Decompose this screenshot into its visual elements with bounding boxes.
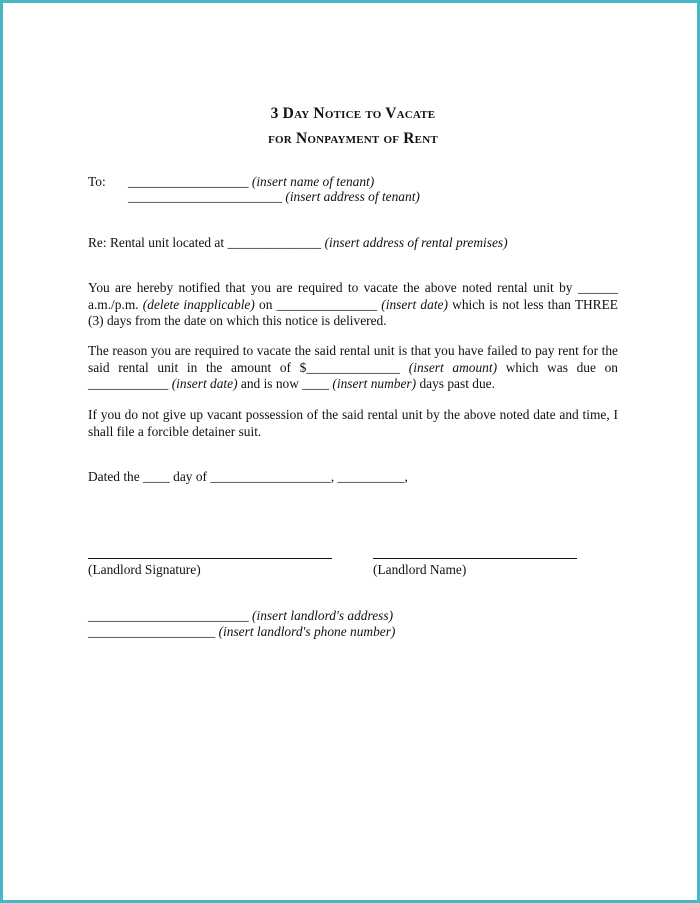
paragraph-vacate-notice <box>88 280 618 330</box>
landlord-name-label: (Landlord Name) <box>373 562 467 577</box>
tenant-name-blank: __________________ <box>128 174 249 189</box>
p1-hint-a: (delete inapplicable) <box>142 296 255 312</box>
p1-hint-b: (insert date) <box>381 296 448 312</box>
to-label: To: <box>88 174 106 189</box>
p2-text-b: which was due on ____________ <box>88 359 618 391</box>
p2-text-a: The reason you are required to vacate the said rental unit is that you have failed to pay rent for the said rental unit in the amount of $______________ <box>88 343 618 375</box>
landlord-name-line <box>373 558 577 559</box>
landlord-address-hint: (insert landlord's address) <box>252 608 394 623</box>
p2-hint-c: (insert number) <box>332 376 417 391</box>
tenant-name-hint: (insert name of tenant) <box>251 174 375 189</box>
re-prefix: Re: Rental unit located at <box>88 235 225 250</box>
re-line <box>88 235 508 251</box>
tenant-address-hint: (insert address of tenant) <box>285 189 420 204</box>
landlord-address-blank: ________________________ <box>88 608 249 623</box>
re-blank: ______________ <box>227 235 322 250</box>
p2-text-c: and is now ____ <box>240 376 330 391</box>
landlord-address-line <box>88 608 393 624</box>
landlord-signature-label: (Landlord Signature) <box>88 562 201 577</box>
tenant-name-line <box>128 174 374 190</box>
title-line-2: for Nonpayment of Rent <box>268 130 438 147</box>
title-line-1: 3 Day Notice to Vacate <box>270 105 436 122</box>
landlord-phone-line <box>88 624 395 640</box>
landlord-phone-blank: ___________________ <box>88 624 216 639</box>
paragraph-reason <box>88 343 618 393</box>
tenant-address-blank: _______________________ <box>128 189 282 204</box>
re-hint: (insert address of rental premises) <box>324 235 508 250</box>
landlord-signature-line <box>88 558 332 559</box>
tenant-address-line <box>128 189 420 205</box>
paragraph-detainer: If you do not give up vacant possession of the said rental unit by the above noted date and time, I shall file a forcible detainer suit. <box>88 407 618 439</box>
p1-text-c: which is not less than THREE (3) days from the date on which this notice is delivered. <box>88 296 618 328</box>
dated-line: Dated the ____ day of __________________, __________, <box>88 469 408 484</box>
p1-text-a: You are hereby notified that you are required to vacate the above noted rental unit by ______ a.m./p.m. <box>88 280 618 312</box>
p1-text-b: on _______________ <box>259 296 378 312</box>
p2-text-d: days past due. <box>419 376 495 391</box>
p2-hint-b: (insert date) <box>171 376 238 391</box>
p2-hint-a: (insert amount) <box>408 359 498 375</box>
landlord-phone-hint: (insert landlord's phone number) <box>218 624 396 639</box>
